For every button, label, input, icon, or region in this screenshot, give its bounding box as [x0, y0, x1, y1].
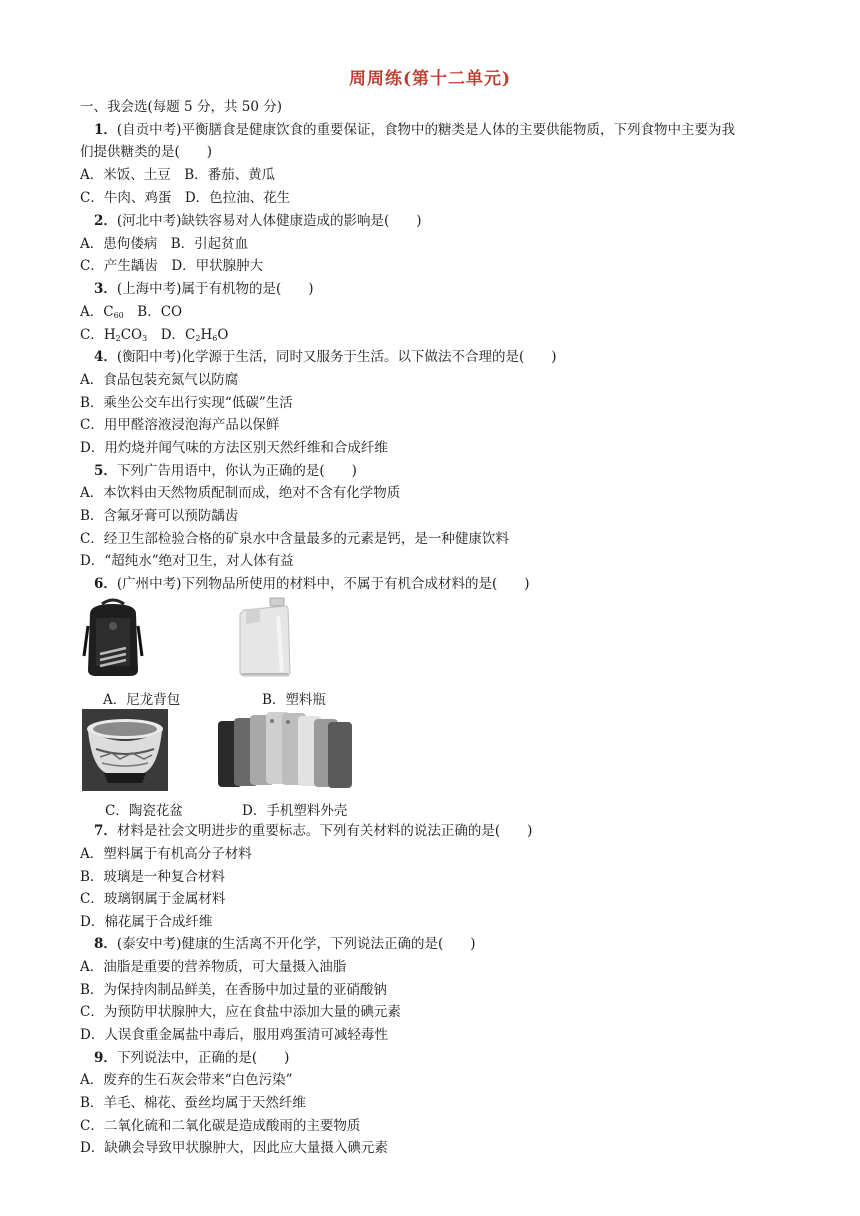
- question-number: 8．: [94, 936, 117, 952]
- question-number: 1．: [94, 122, 117, 138]
- question-7-option-c: C．玻璃钢属于金属材料: [80, 891, 226, 907]
- option-c-caption: C．陶瓷花盆: [105, 803, 183, 819]
- option-d-caption: D．手机塑料外壳: [242, 803, 348, 819]
- question-1-options-cd: C．牛肉、鸡蛋 D．色拉油、花生: [80, 190, 291, 206]
- question-5-option-c: C．经卫生部检验合格的矿泉水中含量最多的元素是钙，是一种健康饮料: [80, 531, 509, 547]
- question-text: 材料是社会文明进步的重要标志。下列有关材料的说法正确的是( ): [116, 823, 533, 839]
- question-7: [94, 822, 532, 840]
- question-9-option-b: B．羊毛、棉花、蚕丝均属于天然纤维: [80, 1095, 306, 1111]
- question-text: 下列说法中，正确的是( ): [116, 1050, 290, 1066]
- question-4-option-c: C．用甲醛溶液浸泡海产品以保鲜: [80, 417, 280, 433]
- question-1-line-1: [94, 121, 735, 139]
- question-9: [94, 1049, 289, 1067]
- question-8-option-b: B．为保持肉制品鲜美，在香肠中加过量的亚硝酸钠: [80, 982, 387, 998]
- question-text: (广州中考)下列物品所使用的材料中，不属于有机合成材料的是( ): [116, 576, 530, 592]
- question-4-option-d: D．用灼烧并闻气味的方法区别天然纤维和合成纤维: [80, 440, 388, 456]
- question-6: [94, 575, 529, 593]
- question-2-options-cd: C．产生龋齿 D．甲状腺肿大: [80, 258, 264, 274]
- question-2-options-ab: A．患佝偻病 B．引起贫血: [80, 236, 249, 252]
- question-7-option-a: A．塑料属于有机高分子材料: [80, 846, 252, 862]
- question-7-option-b: B．玻璃是一种复合材料: [80, 869, 225, 885]
- question-7-option-d: D．棉花属于合成纤维: [80, 914, 213, 930]
- option-b-caption: B．塑料瓶: [262, 692, 326, 708]
- question-1-options-ab: A．米饭、土豆 B．番茄、黄瓜: [80, 167, 276, 183]
- question-number: 5．: [94, 463, 117, 479]
- question-5-option-b: B．含氟牙膏可以预防龋齿: [80, 508, 239, 524]
- question-9-option-d: D．缺碘会导致甲状腺肿大，因此应大量摄入碘元素: [80, 1140, 388, 1156]
- question-text: (河北中考)缺铁容易对人体健康造成的影响是( ): [116, 213, 422, 229]
- question-number: 2．: [94, 213, 117, 229]
- page-title: 周周练(第十二单元): [348, 69, 512, 89]
- phone-cases-image: [214, 709, 354, 791]
- question-text: 下列广告用语中，你认为正确的是( ): [116, 463, 357, 479]
- question-text: (自贡中考)平衡膳食是健康饮食的重要保证，食物中的糖类是人体的主要供能物质，下列食物中主要为我: [116, 122, 735, 138]
- question-number: 7．: [94, 823, 117, 839]
- question-text: (泰安中考)健康的生活离不开化学，下列说法正确的是( ): [116, 936, 476, 952]
- option-a-caption: A．尼龙背包: [103, 692, 181, 708]
- ceramic-flowerpot-image: [82, 709, 168, 791]
- question-5: [94, 462, 357, 480]
- question-3: [94, 280, 313, 298]
- question-4-option-b: B．乘坐公交车出行实现“低碳”生活: [80, 395, 293, 411]
- question-text: (衡阳中考)化学源于生活，同时又服务于生活。以下做法不合理的是( ): [116, 349, 557, 365]
- question-number: 3．: [94, 281, 117, 297]
- question-2: [94, 212, 421, 230]
- question-8: [94, 935, 475, 953]
- question-8-option-a: A．油脂是重要的营养物质，可大量摄入油脂: [80, 959, 347, 975]
- question-number: 4．: [94, 349, 117, 365]
- question-9-option-c: C．二氧化硫和二氧化碳是造成酸雨的主要物质: [80, 1118, 361, 1134]
- question-1-line-2: 们提供糖类的是( ): [80, 144, 213, 160]
- question-5-option-a: A．本饮料由天然物质配制而成，绝对不含有化学物质: [80, 485, 401, 501]
- question-4-option-a: A．食品包装充氮气以防腐: [80, 372, 239, 388]
- question-8-option-c: C．为预防甲状腺肿大，应在食盐中添加大量的碘元素: [80, 1004, 401, 1020]
- question-number: 9．: [94, 1050, 117, 1066]
- question-text: (上海中考)属于有机物的是( ): [116, 281, 314, 297]
- question-8-option-d: D．人误食重金属盐中毒后，服用鸡蛋清可减轻毒性: [80, 1027, 388, 1043]
- question-5-option-d: D．“超纯水”绝对卫生，对人体有益: [80, 553, 294, 569]
- question-4: [94, 348, 556, 366]
- plastic-bottle-image: [234, 596, 300, 680]
- section-heading: 一、我会选(每题 5 分，共 50 分): [80, 99, 282, 115]
- nylon-backpack-image: [80, 596, 146, 680]
- question-3-options-ab: A．$C_{60}$ B．CO: [80, 304, 183, 320]
- question-number: 6．: [94, 576, 117, 592]
- question-9-option-a: A．废弃的生石灰会带来“白色污染”: [80, 1072, 293, 1088]
- question-3-options-cd: C．$H_2CO_3$ D．$C_2H_6O$: [80, 327, 229, 343]
